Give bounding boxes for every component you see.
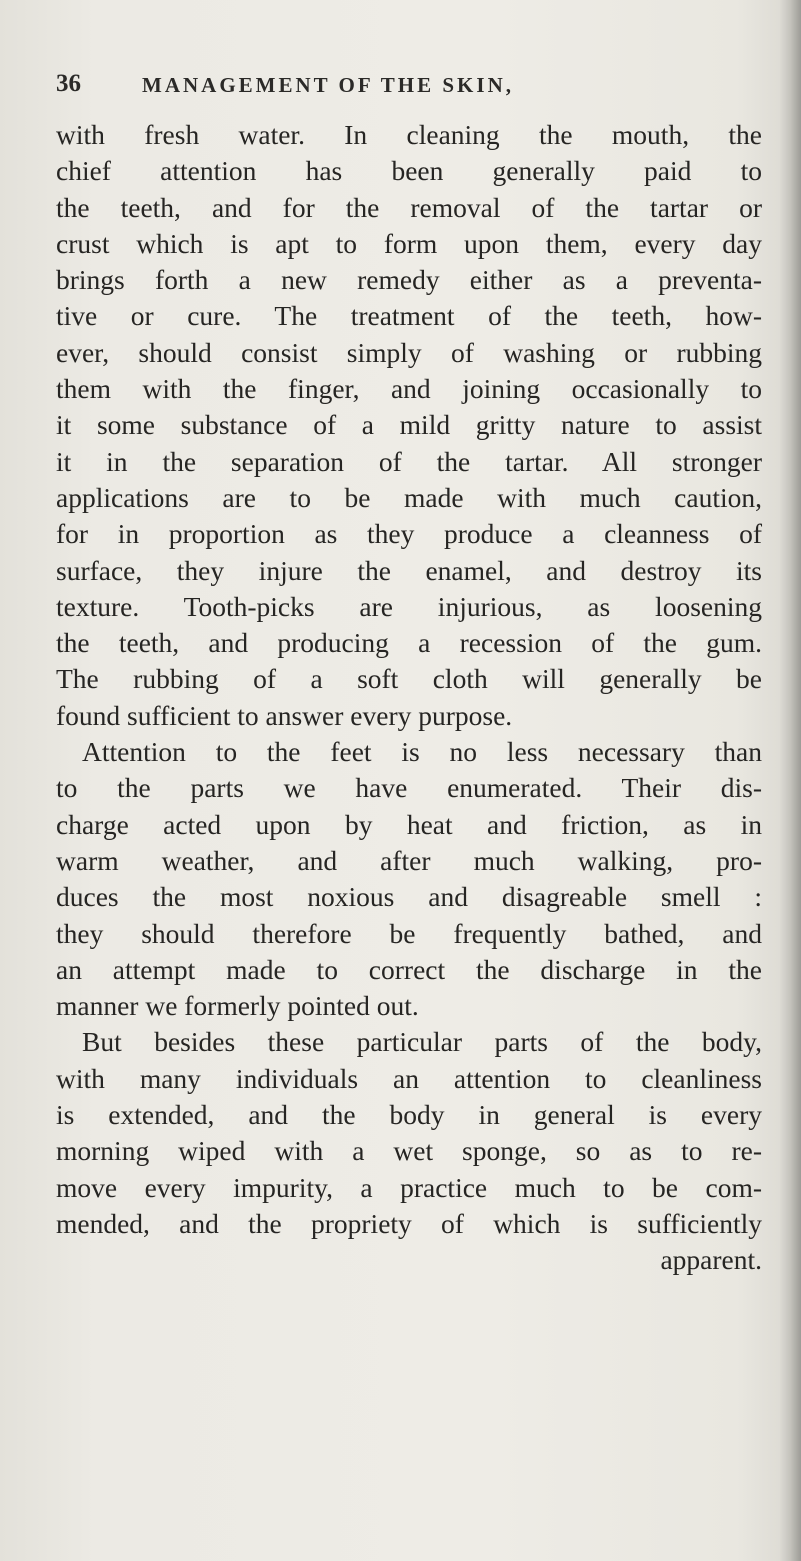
text-line: tive or cure. The treatment of the teeth, how- xyxy=(56,300,762,332)
body-text xyxy=(56,117,762,1279)
text-line: crust which is apt to form upon them, every day xyxy=(56,227,762,259)
text-line: mended, and the propriety of which is sufficiently xyxy=(56,1207,762,1239)
text-line: The rubbing of a soft cloth will generally be xyxy=(56,663,762,695)
text-line: it some substance of a mild gritty nature to assist xyxy=(56,409,762,441)
running-head xyxy=(56,70,756,110)
page-edge-shadow xyxy=(779,0,801,1561)
text-line: Attention to the feet is no less necessary than xyxy=(82,736,762,768)
text-line: them with the finger, and joining occasionally to xyxy=(56,373,762,405)
text-line: an attempt made to correct the discharge in the xyxy=(56,953,762,985)
text-line: duces the most noxious and disagreable smell : xyxy=(56,881,762,913)
text-line: is extended, and the body in general is every xyxy=(56,1099,762,1131)
text-line: chief attention has been generally paid to xyxy=(56,155,762,187)
text-line: charge acted upon by heat and friction, as in xyxy=(56,808,762,840)
text-line: it in the separation of the tartar. All stronger xyxy=(56,445,762,477)
text-line: move every impurity, a practice much to be com- xyxy=(56,1171,762,1203)
text-line: texture. Tooth-picks are injurious, as loosening xyxy=(56,590,762,622)
text-line: with fresh water. In cleaning the mouth, the xyxy=(56,119,762,150)
page-number: 36 xyxy=(56,70,81,97)
text-line: morning wiped with a wet sponge, so as to re- xyxy=(56,1135,762,1167)
text-line: brings forth a new remedy either as a preventa- xyxy=(56,264,762,296)
text-line: warm weather, and after much walking, pro- xyxy=(56,844,762,876)
text-line: apparent. xyxy=(660,1244,762,1276)
text-line: for in proportion as they produce a cleanness of xyxy=(56,518,762,550)
text-line: But besides these particular parts of the body, xyxy=(82,1026,762,1058)
text-line: surface, they injure the enamel, and destroy its xyxy=(56,554,762,586)
text-line: they should therefore be frequently bathed, and xyxy=(56,917,762,949)
text-line: manner we formerly pointed out. xyxy=(56,990,419,1022)
text-line: the teeth, and for the removal of the tartar or xyxy=(56,191,762,223)
text-line: with many individuals an attention to cleanliness xyxy=(56,1062,762,1094)
text-line: applications are to be made with much caution, xyxy=(56,481,762,513)
text-line: found sufficient to answer every purpose. xyxy=(56,699,513,731)
running-head-title: MANAGEMENT OF THE SKIN, xyxy=(142,73,514,97)
text-line: ever, should consist simply of washing or rubbing xyxy=(56,336,762,368)
text-line: the teeth, and producing a recession of the gum. xyxy=(56,627,762,659)
text-line: to the parts we have enumerated. Their dis- xyxy=(56,772,762,804)
